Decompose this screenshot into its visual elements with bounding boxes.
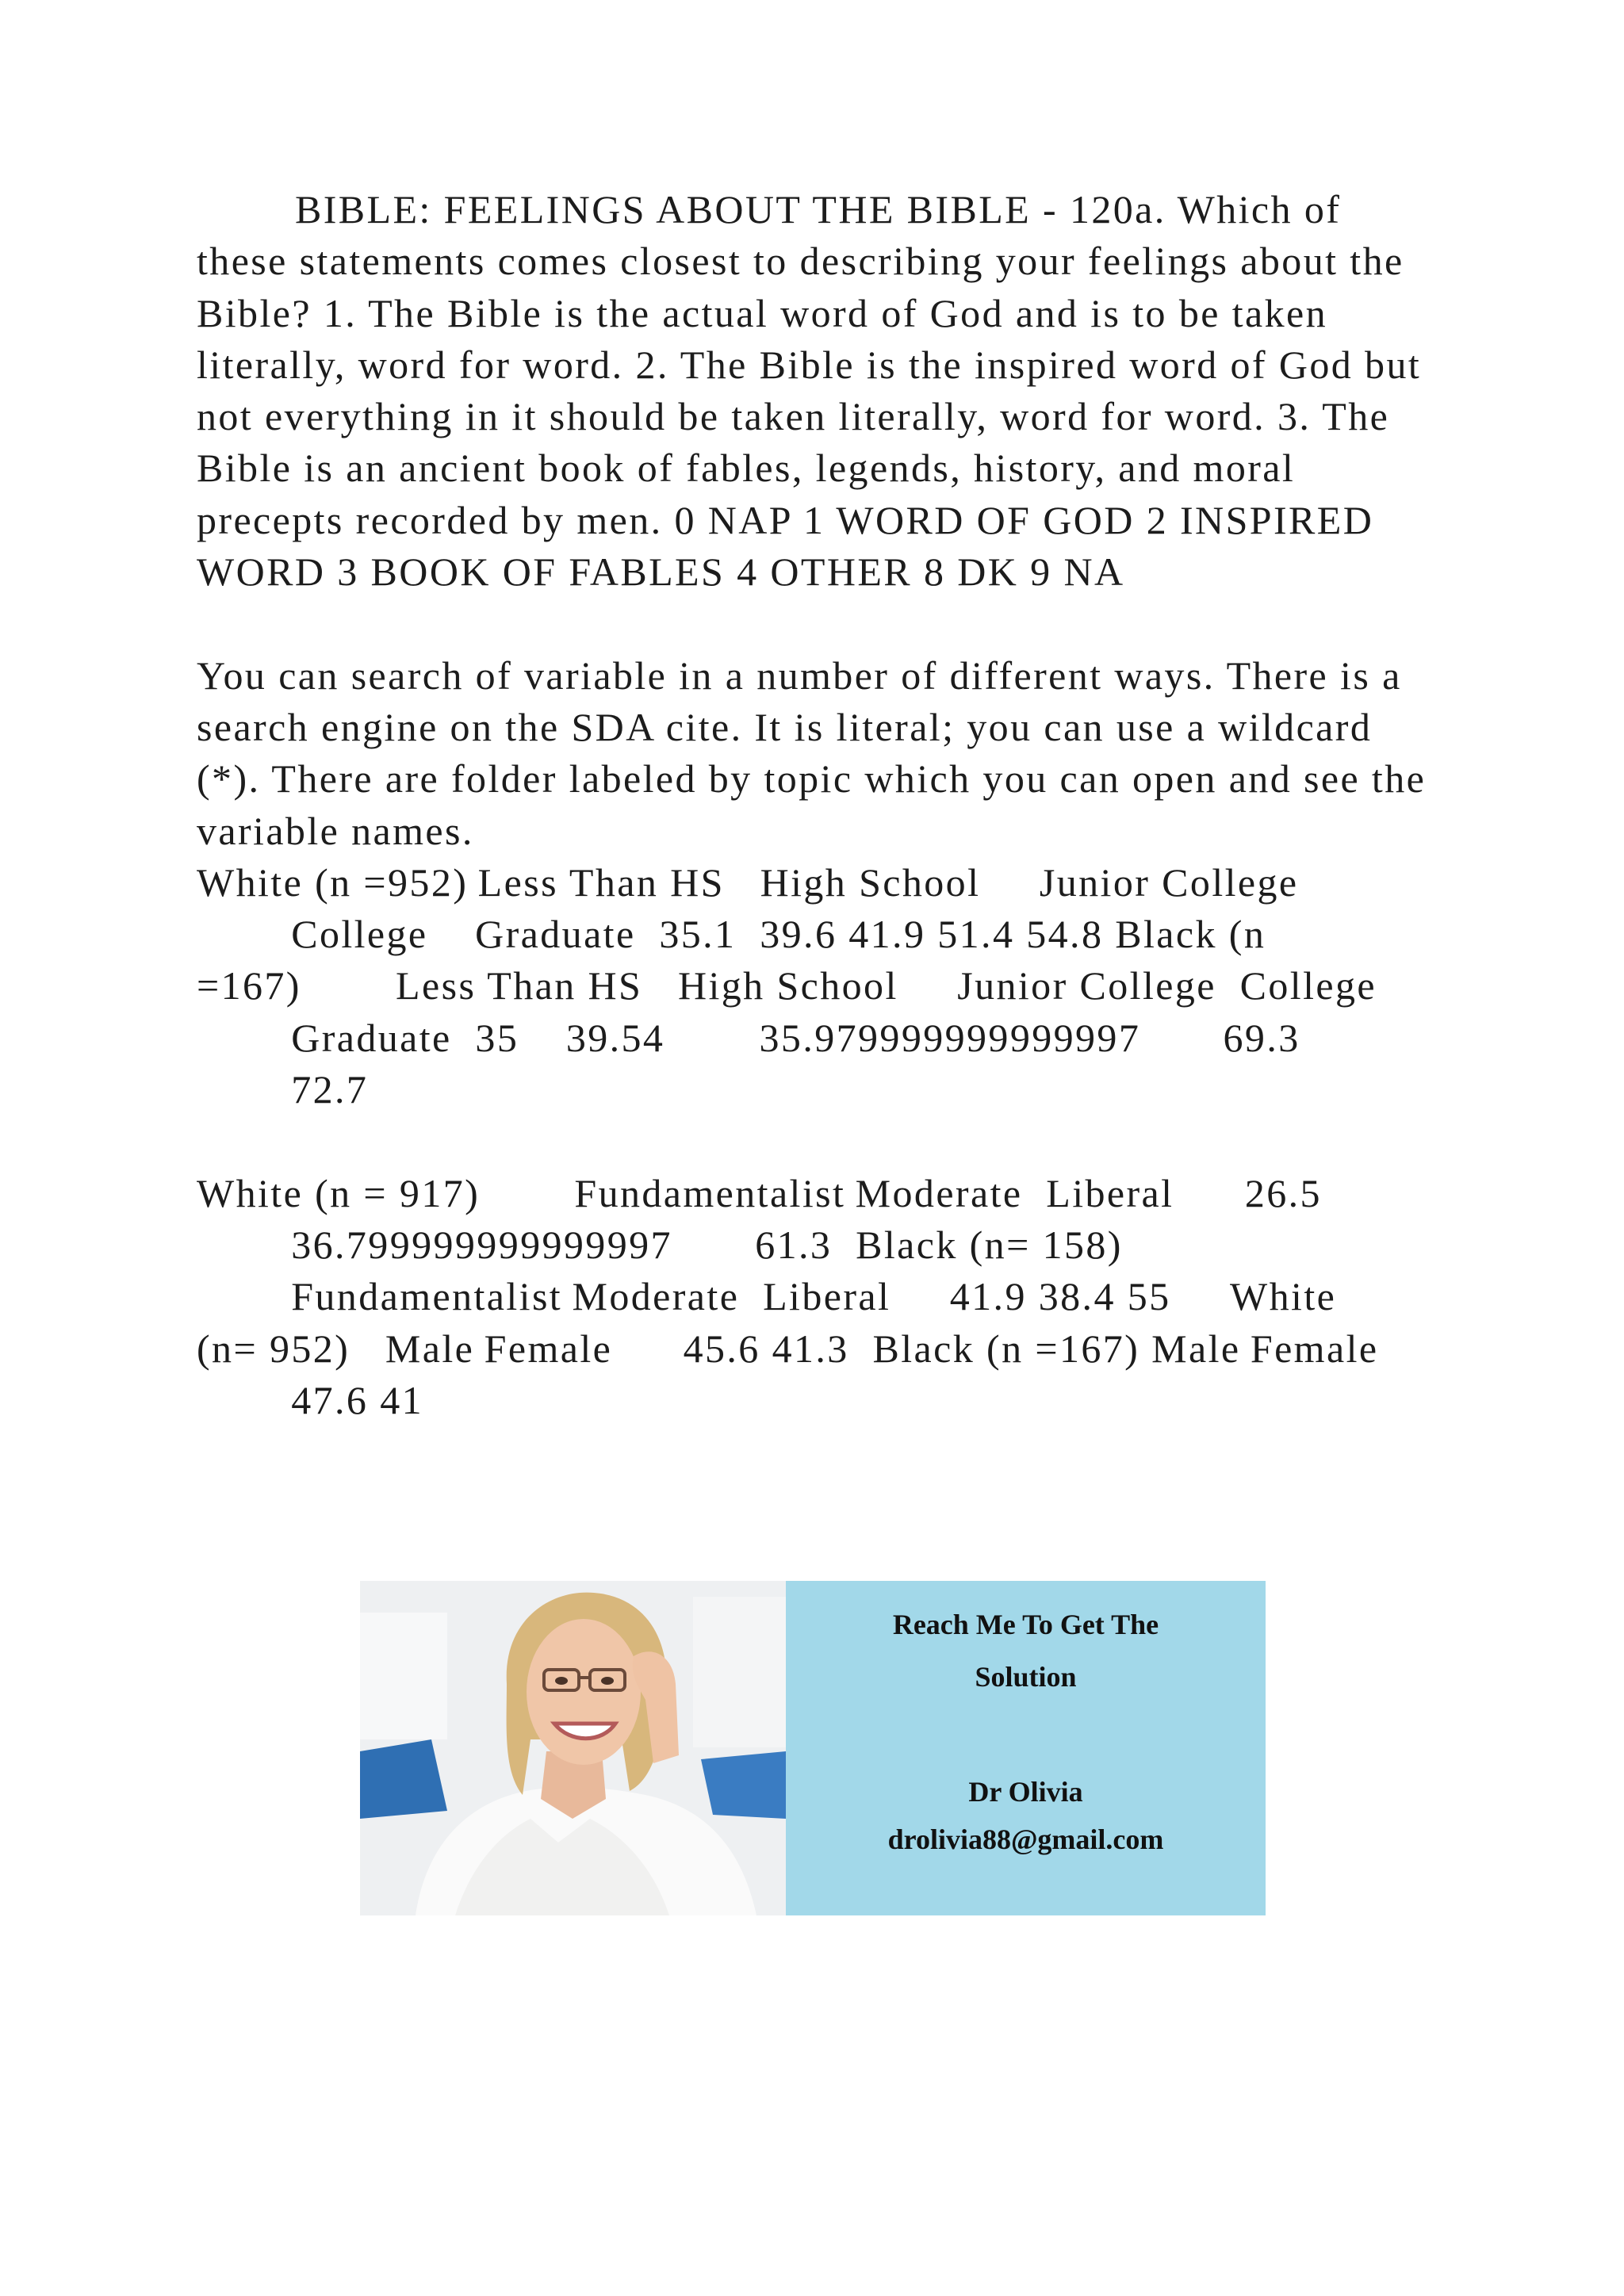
table-line: Fundamentalist Moderate Liberal 41.9 38.4 55 White — [197, 1274, 1337, 1319]
table-line: 36.799999999999997 61.3 Black (n= 158) — [197, 1222, 1123, 1267]
paragraph-question-text: BIBLE: FEELINGS ABOUT THE BIBLE - 120a. Which of these statements comes closest to describing your feelings about the Bible? 1. The Bible is the actual word of God and is to be taken literally, word for word. 2. The Bible is the inspired word of God but not everything in it should be taken literally, word for word. 3. The Bible is an ancient book of fables, legends, history, and moral precepts recorded by men. 0 NAP 1 WORD OF GOD 2 INSPIRED WORD 3 BOOK OF FABLES 4 OTHER 8 DK 9 NA — [197, 187, 1434, 595]
contact-name: Dr Olivia — [968, 1776, 1083, 1808]
paragraph-search-note: You can search of variable in a number of different ways. There is a search engine on the SDA cite. It is literal; you can use a wildcard (*). There are folder labeled by topic which you can open and see the variable names. — [197, 652, 1438, 853]
paragraph-gap — [197, 1115, 1434, 1167]
table-line: College Graduate 35.1 39.6 41.9 51.4 54.8 Black (n — [197, 912, 1266, 957]
woman-photo — [360, 1581, 786, 1915]
document-body — [197, 184, 1438, 1426]
table-line: (n= 952) Male Female 45.6 41.3 Black (n =167) Male Female — [197, 1326, 1379, 1371]
table-line: Graduate 35 39.54 35.979999999999997 69.3 — [197, 1015, 1300, 1060]
religion-gender-table — [197, 1168, 1434, 1426]
education-table — [197, 857, 1434, 1115]
table-line: 72.7 — [197, 1067, 369, 1112]
paragraph-gap — [197, 598, 1434, 649]
contact-heading-line-1: Reach Me To Get The — [892, 1609, 1159, 1640]
woman-photo-illustration — [360, 1581, 786, 1915]
contact-card — [786, 1581, 1266, 1915]
contact-email: drolivia88@gmail.com — [887, 1823, 1164, 1855]
contact-heading-line-2: Solution — [975, 1661, 1077, 1693]
table-line: =167) Less Than HS High School Junior College College — [197, 963, 1377, 1008]
paragraph-question — [197, 184, 1434, 598]
table-line: White (n = 917) Fundamentalist Moderate Liberal 26.5 — [197, 1170, 1322, 1215]
contact-banner — [360, 1581, 1266, 1915]
table-line: White (n =952) Less Than HS High School Junior College — [197, 859, 1299, 905]
table-line: 47.6 41 — [197, 1377, 423, 1422]
